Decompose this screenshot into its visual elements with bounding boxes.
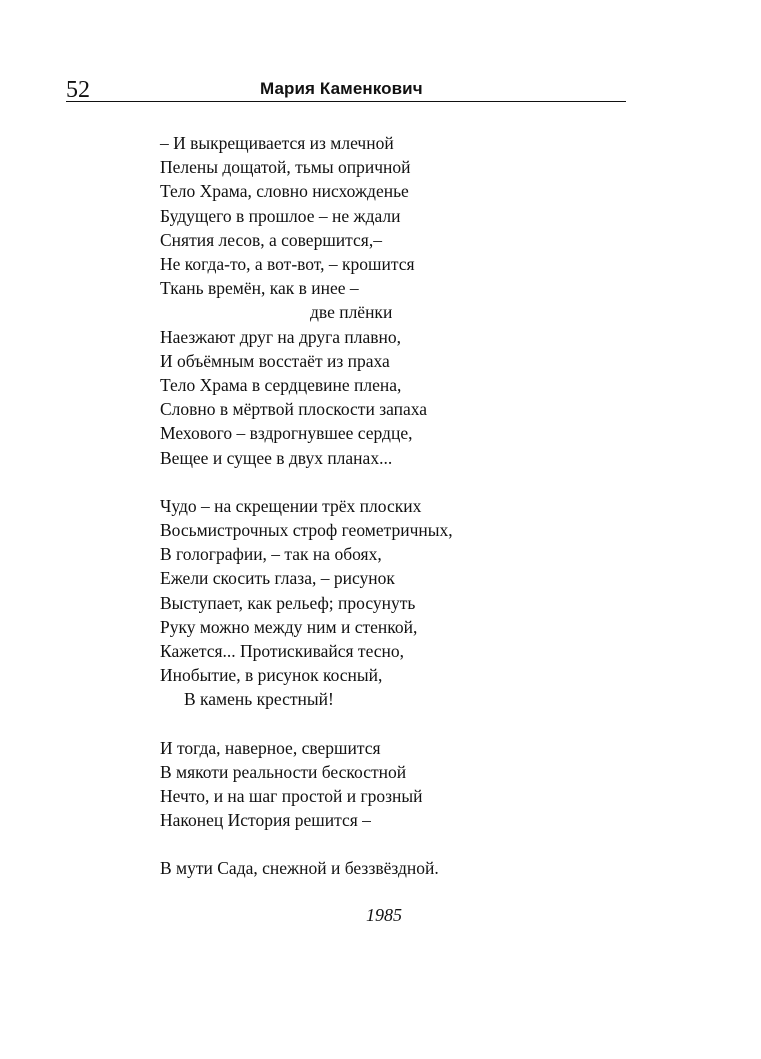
stanza [160, 736, 580, 833]
poem-line: Выступает, как рельеф; просунуть [160, 592, 416, 613]
poem-line: В голографии, – так на обоях, [160, 544, 382, 565]
poem-line: Вещее и сущее в двух планах... [160, 447, 393, 468]
poem-line: две плёнки [310, 302, 393, 323]
poem-line: Снятия лесов, а совершится,– [160, 229, 382, 250]
stanza [160, 131, 580, 470]
poem-line: Тело Храма в сердцевине плена, [160, 375, 402, 396]
poem-line: Будущего в прошлое – не ждали [160, 205, 401, 226]
poem-line: Наконец История решится – [160, 810, 371, 831]
poem-line: Не когда-то, а вот-вот, – крошится [160, 254, 415, 275]
poem-line: И тогда, наверное, свершится [160, 737, 381, 758]
poem-line: Пелены дощатой, тьмы опричной [160, 157, 411, 178]
poem-line: Тело Храма, словно нисхожденье [160, 181, 409, 202]
poem-line: Кажется... Протискивайся тесно, [160, 641, 405, 662]
poem-line: В мякоти реальности бескостной [160, 761, 407, 782]
poem-line: Ежели скосить глаза, – рисунок [160, 568, 395, 589]
poem-line: – И выкрещивается из млечной [160, 133, 394, 153]
running-head-author: Мария Каменкович [260, 79, 423, 98]
poem-line: В камень крестный! [184, 689, 334, 710]
poem-line: Руку можно между ним и стенкой, [160, 616, 418, 637]
poem-line: Наезжают друг на друга плавно, [160, 326, 402, 347]
poem-body [160, 131, 580, 881]
poem-line: Нечто, и на шаг простой и грозный [160, 786, 423, 807]
stanza-break [160, 832, 580, 856]
poem-line: И объёмным восстаёт из праха [160, 350, 390, 371]
stanza-break [160, 712, 580, 736]
poem-date: 1985 [366, 905, 402, 925]
stanza-break [160, 470, 580, 494]
poem-line: Восьмистрочных строф геометричных, [160, 520, 453, 541]
poem-line: Мехового – вздрогнувшее сердце, [160, 423, 413, 444]
stanza [160, 856, 580, 880]
header-rule [66, 101, 626, 102]
poem-line: В мути Сада, снежной и беззвёздной. [160, 858, 439, 879]
poem-line: Чудо – на скрещении трёх плоских [160, 495, 422, 516]
stanza [160, 494, 580, 712]
poem-line: Словно в мёртвой плоскости запаха [160, 399, 428, 420]
page-number: 52 [66, 77, 90, 103]
poem-line: Ткань времён, как в инее – [160, 278, 359, 299]
poem-line: Инобытие, в рисунок косный, [160, 665, 383, 686]
